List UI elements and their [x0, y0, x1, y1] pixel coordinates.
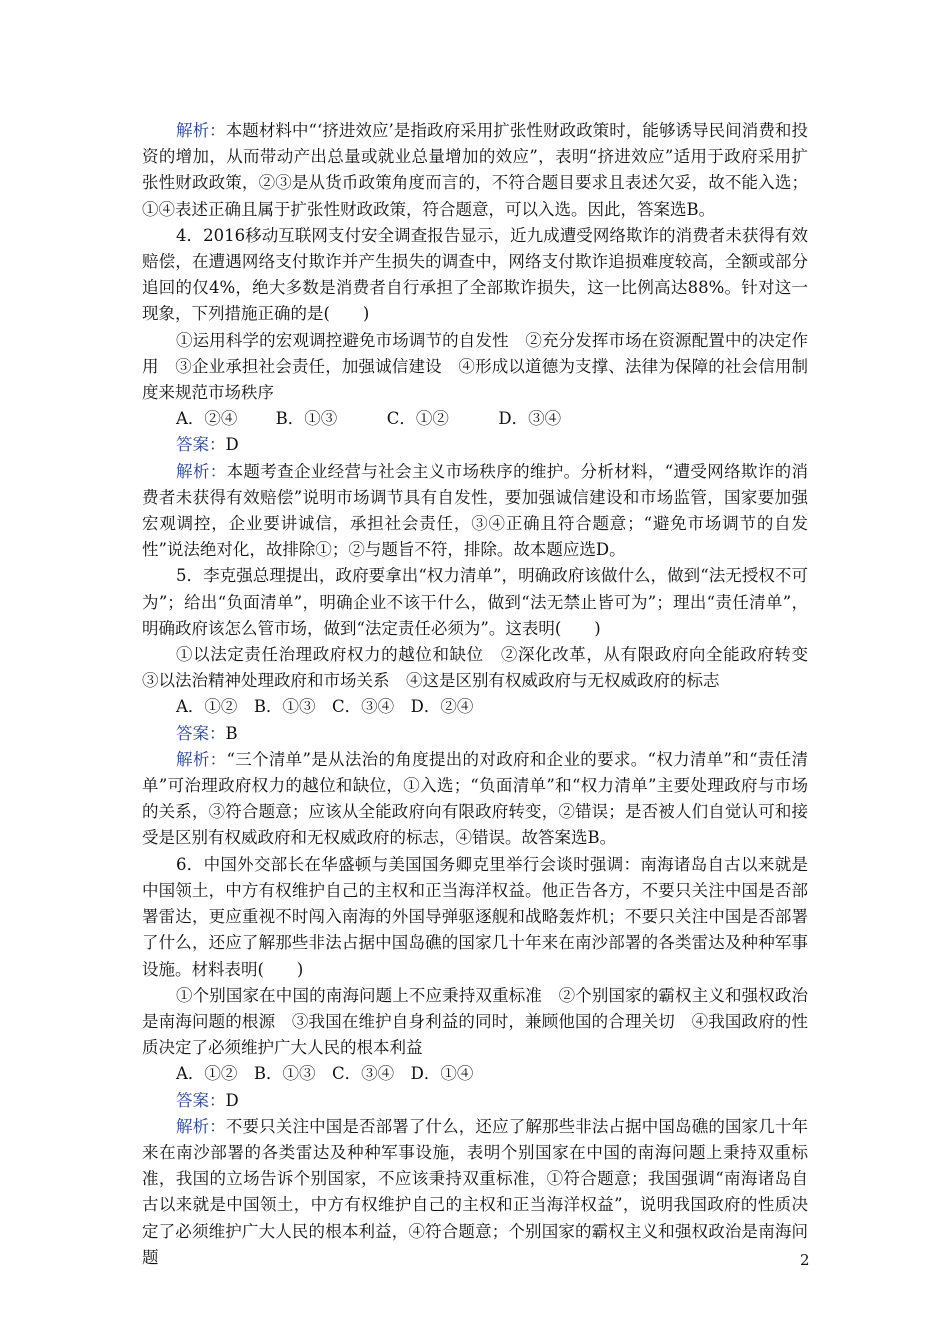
answer-q6 [142, 1088, 808, 1114]
page-content [142, 118, 825, 1271]
question-5-options: A．①② B．①③ C．③④ D．②④ [176, 697, 474, 717]
analysis-text: “三个清单”是从法治的角度提出的对政府和企业的要求。“权力清单”和“责任清单”可治理政府权力的越位和缺位，①入选；“负面清单”和“权力清单”主要处理政府与市场的关系，③符合题意；应该从全能政府向有限政府转变，②错误；是否被人们自觉认可和接受是区别有权威政府和无权威政府的标志，④错误。故答案选B。 [142, 749, 808, 848]
analysis-text: 本题材料中“‘挤进效应’是指政府采用扩张性财政政策时，能够诱导民间消费和投资的增加，从而带动产出总量或就业总量增加的效应”，表明“挤进效应”适用于政府采用扩张性财政政策，②③是从货币政策角度而言的，不符合题目要求且表述欠妥，故不能入选；①④表述正确且属于扩张性财政政策，符合题意，可以入选。因此，答案选B。 [142, 121, 808, 219]
analysis-label: 解析： [176, 121, 226, 140]
question-5-statements: ①以法定责任治理政府权力的越位和缺位 ②深化改革，从有限政府向全能政府转变 ③以法治精神处理政府和市场关系 ④这是区别有权威政府与无权威政府的标志 [142, 645, 825, 691]
analysis-q5 [142, 747, 808, 852]
answer-value: D [225, 1090, 239, 1110]
question-5-stem: 5．李克强总理提出，政府要拿出“权力清单”，明确政府该做什么，做到“法无授权不可为”；给出“负面清单”，明确企业不该干什么，做到“法无禁止皆可为”；理出“责任清单”，明确政府该怎么管市场，做到“法定责任必须为”。这表明( ) [142, 566, 808, 638]
analysis-text: 不要只关注中国是否部署了什么，还应了解那些非法占据中国岛礁的国家几十年来在南沙部署的各类雷达及种种军事设施，表明个别国家在中国的南海问题上秉持双重标准，我国的立场告诉个别国家，不应该秉持双重标准，①符合题意；我国强调“南海诸岛自古以来就是中国领土，中方有权维护自己的主权和正当海洋权益”，说明我国政府的性质决定了必须维护广大人民的根本利益，④符合题意；个别国家的霸权主义和强权政治是南海问题 [142, 1116, 809, 1267]
analysis-label: 解析： [176, 461, 227, 481]
question-4-stem: 4．2016移动互联网支付安全调查报告显示，近九成遭受网络欺诈的消费者未获得有效赔偿，在遭遇网络支付欺诈并产生损失的调查中，网络支付欺诈追损难度较高，全额或部分追回的仅4%，绝大多数是消费者自行承担了全部欺诈损失，这一比例高达88%。针对这一现象，下列措施正确的是( ) [142, 225, 808, 324]
question-6-stem: 6．中国外交部长在华盛顿与美国国务卿克里举行会谈时强调：南海诸岛自古以来就是中国领土，中方有权维护自己的主权和正当海洋权益。他正告各方，不要只关注中国是否部署雷达，更应重视不时闯入南海的外国导弹驱逐舰和战略轰炸机；不要只关注中国是否部署了什么，还应了解那些非法占据中国岛礁的国家几十年来在南沙部署的各类雷达及种种军事设施。材料表明( ) [142, 854, 808, 979]
question-6-options: A．①② B．①③ C．③④ D．①④ [176, 1064, 474, 1084]
analysis-q4 [142, 459, 808, 564]
question-6-statements: ①个别国家在中国的南海问题上不应秉持双重标准 ②个别国家的霸权主义和强权政治是南海问题的根源 ③我国在维护自身利益的同时，兼顾他国的合理关切 ④我国政府的性质决定了必须维护广大人民的根本利益 [142, 985, 808, 1058]
analysis-label: 解析： [176, 749, 227, 769]
answer-q4 [142, 432, 808, 458]
page-number: 2 [800, 1251, 810, 1269]
answer-value: B [225, 723, 238, 743]
analysis-q3 [142, 118, 808, 223]
analysis-text: 本题考查企业经营与社会主义市场秩序的维护。分析材料，“遭受网络欺诈的消费者未获得有效赔偿”说明市场调节具有自发性，要加强诚信建设和市场监管，国家要加强宏观调控，企业要讲诚信，承担社会责任，③④正确且符合题意；“避免市场调节的自发性”说法绝对化，故排除①；②与题旨不符，排除。故本题应选D。 [142, 461, 809, 560]
answer-value: D [225, 435, 239, 455]
question-4-statements: ①运用科学的宏观调控避免市场调节的自发性 ②充分发挥市场在资源配置中的决定作用 ③企业承担社会责任，加强诚信建设 ④形成以道德为支撑、法律为保障的社会信用制度来规范市场秩序 [142, 330, 808, 403]
answer-label: 答案： [176, 435, 226, 455]
answer-q5 [142, 721, 808, 747]
answer-label: 答案： [176, 723, 226, 743]
analysis-q6 [142, 1114, 808, 1271]
question-4-options: A．②④ B．①③ C．①② D．③④ [176, 409, 562, 429]
answer-label: 答案： [176, 1090, 226, 1110]
analysis-label: 解析： [176, 1116, 226, 1136]
